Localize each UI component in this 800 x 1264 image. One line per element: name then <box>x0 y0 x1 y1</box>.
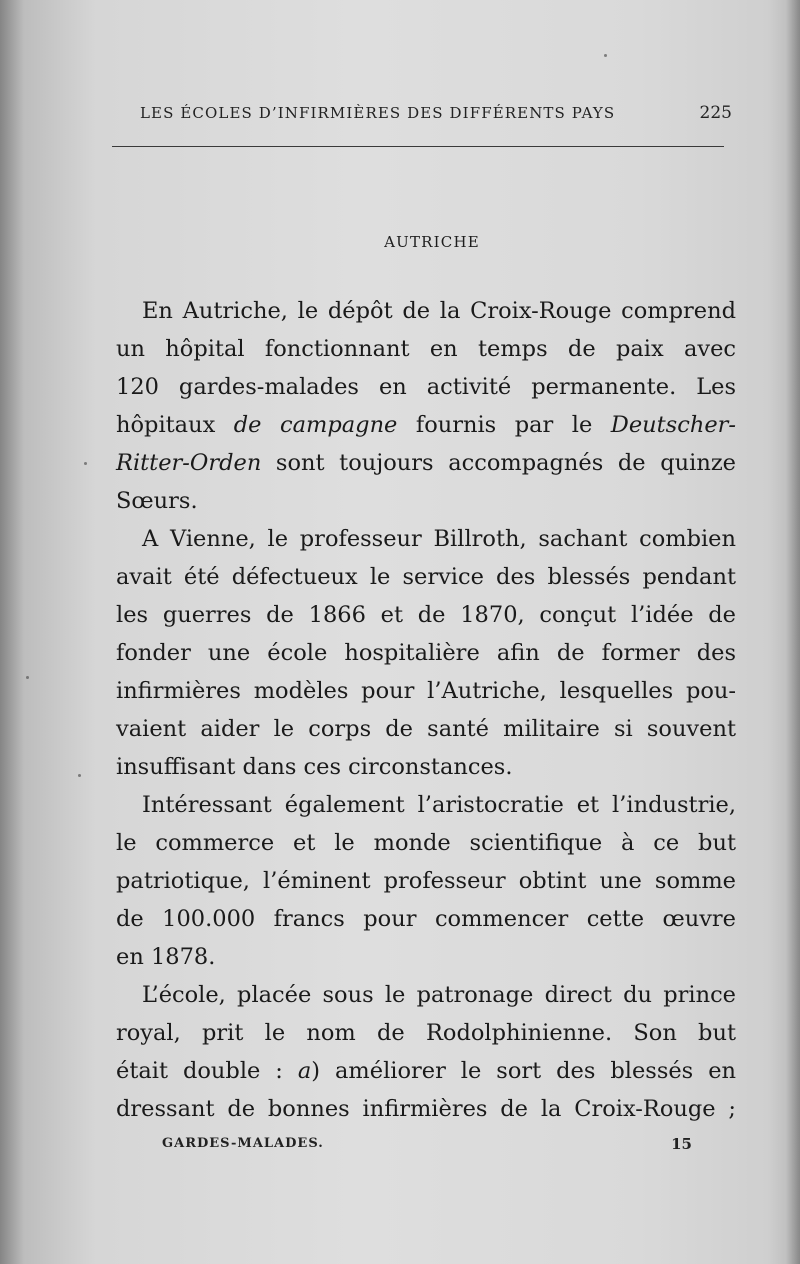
text-line <box>116 330 736 368</box>
page-edge-shadow <box>786 0 800 1264</box>
text-line <box>116 900 736 938</box>
text-line <box>116 634 736 672</box>
text-line <box>116 444 736 482</box>
text-line <box>116 938 736 976</box>
signature-mark: GARDES-MALADES. <box>162 1136 324 1151</box>
section-heading: AUTRICHE <box>384 233 480 251</box>
running-head-title: LES ÉCOLES D’INFIRMIÈRES DES DIFFÉRENTS PAYS <box>140 104 616 122</box>
text-line <box>116 748 736 786</box>
paper-speck <box>604 54 607 57</box>
text-run: Intéressant également l’aristocratie et l’industrie, <box>142 792 736 818</box>
text-run: le commerce et le monde scientifique à ce but <box>116 830 736 856</box>
text-run: était double : <box>116 1058 298 1084</box>
text-run: hôpitaux <box>116 412 234 438</box>
text-run: infirmières modèles pour l’Autriche, lesquelles pou- <box>116 678 736 704</box>
text-run: En Autriche, le dépôt de la Croix-Rouge comprend <box>142 298 736 324</box>
running-head <box>130 100 740 130</box>
text-run: ) améliorer le sort des blessés en <box>311 1058 736 1084</box>
text-line <box>116 710 736 748</box>
text-line <box>116 1052 736 1090</box>
text-run: royal, prit le nom de Rodolphinienne. Son but <box>116 1020 736 1046</box>
text-line <box>116 1014 736 1052</box>
text-run: vaient aider le corps de santé militaire si souvent <box>116 716 736 742</box>
text-line <box>116 786 736 824</box>
text-run: fonder une école hospitalière afin de former des <box>116 640 736 666</box>
text-line <box>116 406 736 444</box>
text-line <box>116 558 736 596</box>
text-line <box>116 672 736 710</box>
text-run: Sœurs. <box>116 488 198 514</box>
paragraph <box>116 520 736 786</box>
italic-run: Deutscher- <box>610 412 736 438</box>
signature-number: 15 <box>671 1135 692 1153</box>
paper-speck <box>26 676 29 679</box>
text-run: L’école, placée sous le patronage direct du prince <box>142 982 736 1008</box>
text-line <box>116 862 736 900</box>
italic-run: Ritter-Orden <box>116 450 262 476</box>
paragraph <box>116 292 736 520</box>
text-run: A Vienne, le professeur Billroth, sachant combien <box>142 526 736 552</box>
italic-run: a <box>297 1058 312 1084</box>
text-run: un hôpital fonctionnant en temps de paix avec <box>116 336 736 362</box>
text-run: 120 gardes-malades en activité permanente. Les <box>116 374 736 400</box>
italic-run: de campagne <box>233 412 398 438</box>
text-line <box>116 368 736 406</box>
text-run: en 1878. <box>116 944 216 970</box>
paper-speck <box>78 774 81 777</box>
text-run: sont toujours accompagnés de quinze <box>261 450 736 476</box>
text-line <box>116 824 736 862</box>
text-run: dressant de bonnes infirmières de la Croix-Rouge ; <box>116 1096 736 1122</box>
text-line <box>116 520 736 558</box>
text-line <box>116 1090 736 1128</box>
text-run: les guerres de 1866 et de 1870, conçut l’idée de <box>116 602 736 628</box>
paper-speck <box>84 462 87 465</box>
text-run: avait été défectueux le service des blessés pendant <box>116 564 736 590</box>
text-line <box>116 292 736 330</box>
header-rule <box>112 146 724 147</box>
text-run: fournis par le <box>397 412 611 438</box>
text-run: insuffisant dans ces circonstances. <box>116 754 513 780</box>
paragraph <box>116 976 736 1128</box>
paragraph <box>116 786 736 976</box>
body-text <box>116 292 736 1128</box>
text-line <box>116 482 736 520</box>
page-footer <box>162 1136 692 1160</box>
page-number: 225 <box>699 103 732 123</box>
text-line <box>116 596 736 634</box>
text-line <box>116 976 736 1014</box>
text-run: de 100.000 francs pour commencer cette œuvre <box>116 906 736 932</box>
text-run: patriotique, l’éminent professeur obtint une somme <box>116 868 736 894</box>
